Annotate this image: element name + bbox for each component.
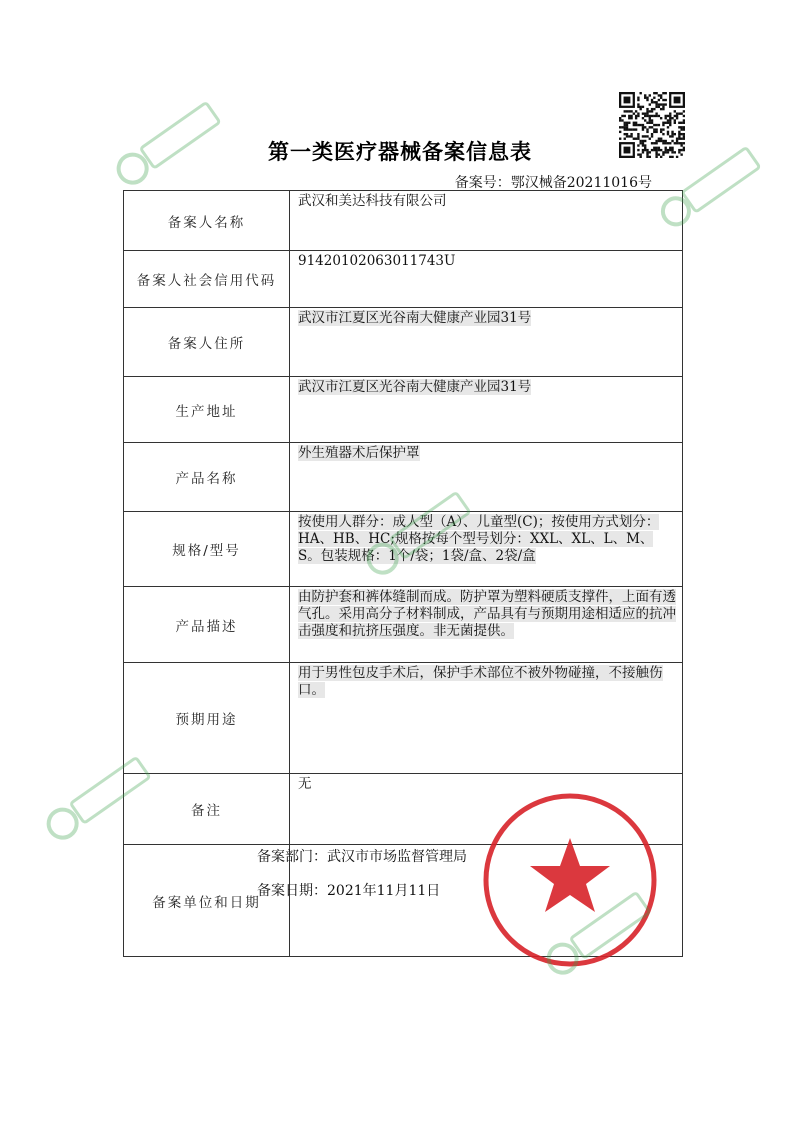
row-value xyxy=(290,251,683,308)
table-row xyxy=(124,251,683,308)
row-value-text: 按使用人群分：成人型（A）、儿童型(C)；按使用方式划分：HA、HB、HC;规格按每个型号划分：XXL、XL、L、M、S。包装规格：1个/袋；1袋/盒、2袋/盒 xyxy=(298,514,660,564)
row-label: 预期用途 xyxy=(124,663,290,774)
row-value-text: 外生殖器术后保护罩 xyxy=(298,445,420,461)
row-label: 备案人住所 xyxy=(124,308,290,377)
row-label: 备注 xyxy=(124,774,290,845)
row-value-text: 无 xyxy=(298,776,312,792)
row-label: 备案人名称 xyxy=(124,191,290,251)
footer-label: 备案单位和日期 xyxy=(124,845,290,957)
row-label: 产品描述 xyxy=(124,587,290,663)
registration-info xyxy=(257,840,467,908)
record-number: 备案号：鄂汉械备20211016号 xyxy=(454,175,652,191)
row-value xyxy=(290,587,683,663)
row-value-text: 用于男性包皮手术后，保护手术部位不被外物碰撞，不接触伤口。 xyxy=(298,665,663,698)
watermark-logo-icon xyxy=(95,80,245,200)
watermark-logo-icon xyxy=(345,470,495,590)
registration-date: 备案日期：2021年11月11日 xyxy=(257,883,441,899)
watermark-logo-icon xyxy=(525,870,675,990)
row-value-text: 91420102063011743U xyxy=(298,253,456,269)
table-row xyxy=(124,587,683,663)
row-value xyxy=(290,191,683,251)
row-label: 备案人社会信用代码 xyxy=(124,251,290,308)
row-value xyxy=(290,663,683,774)
table-row xyxy=(124,377,683,443)
row-value-text: 由防护套和裤体缝制而成。防护罩为塑料硬质支撑件，上面有透气孔。采用高分子材料制成，产品具有与预期用途相适应的抗冲击强度和抗挤压强度。非无菌提供。 xyxy=(298,589,676,639)
row-value-text: 武汉市江夏区光谷南大健康产业园31号 xyxy=(298,310,532,326)
table-row xyxy=(124,663,683,774)
row-label: 生产地址 xyxy=(124,377,290,443)
page-title: 第一类医疗器械备案信息表 xyxy=(268,140,532,164)
row-label: 规格/型号 xyxy=(124,512,290,587)
row-label: 产品名称 xyxy=(124,443,290,512)
table-row xyxy=(124,308,683,377)
row-value xyxy=(290,377,683,443)
row-value-text: 武汉和美达科技有限公司 xyxy=(298,193,447,209)
row-value-text: 武汉市江夏区光谷南大健康产业园31号 xyxy=(298,379,532,395)
row-value xyxy=(290,308,683,377)
registration-department: 备案部门：武汉市市场监督管理局 xyxy=(257,849,467,865)
watermark-logo-icon xyxy=(645,125,775,245)
watermark-logo-icon xyxy=(25,735,175,855)
